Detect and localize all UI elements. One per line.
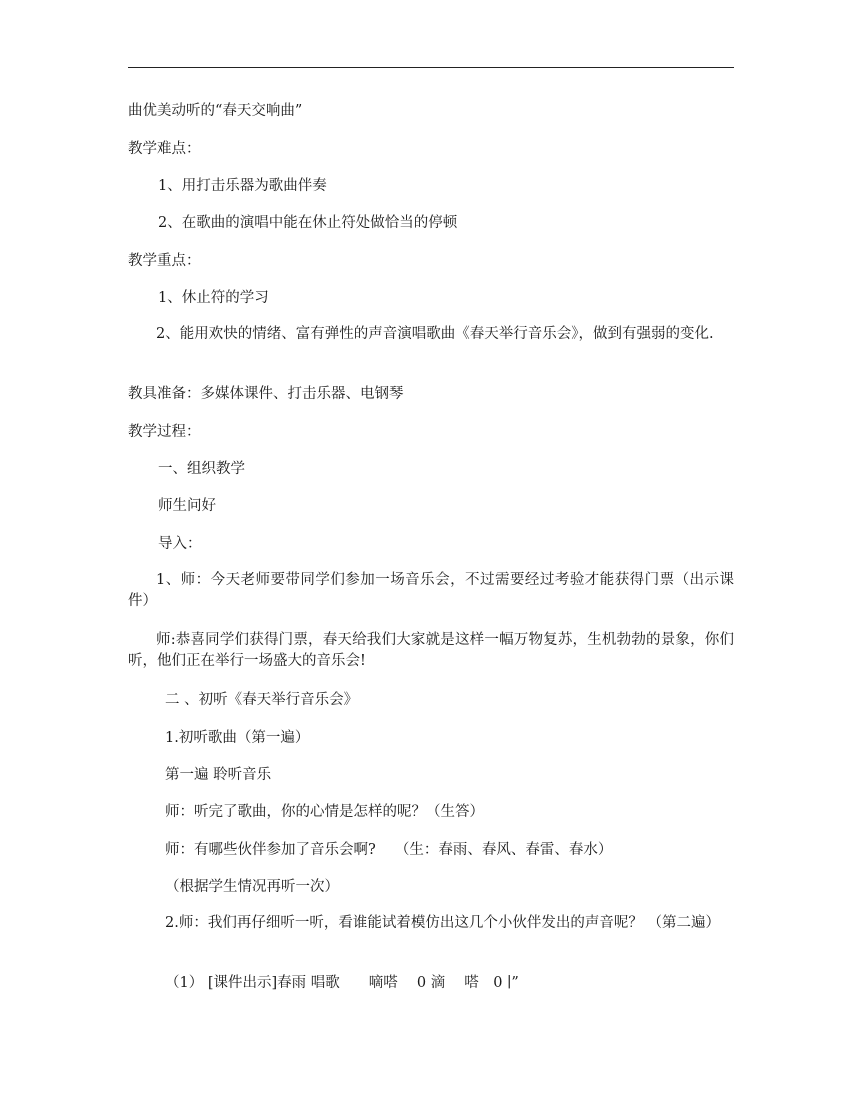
text-line: 1.初听歌曲（第一遍）: [165, 730, 310, 746]
section-heading-difficulty: 教学难点：: [128, 141, 201, 157]
text-line: 师：听完了歌曲，你的心情是怎样的呢？（生答）: [165, 804, 484, 820]
text-line: 曲优美动听的“春天交响曲”: [128, 103, 303, 119]
paragraph: 1、师：今天老师要带同学们参加一场音乐会，不过需要经过考验才能获得门票（出示课件）: [128, 572, 734, 609]
paragraph: 师:恭喜同学们获得门票，春天给我们大家就是这样一幅万物复苏，生机勃勃的景象，你们听，他们正在举行一场盛大的音乐会!: [128, 632, 734, 669]
step-heading: 一、组织教学: [158, 461, 245, 477]
paragraph: 2.师：我们再仔细听一听，看谁能试着模仿出这几个小伙伴发出的声音呢？ （第二遍）: [165, 915, 720, 931]
header-rule: [128, 67, 734, 68]
materials-line: 教具准备：多媒体课件、打击乐器、电钢琴: [128, 386, 404, 402]
text-line: （1） [课件出示]春雨 唱歌 嘀嗒 0 滴 嗒 0 ∣”: [165, 975, 519, 991]
list-item: 1、休止符的学习: [158, 290, 269, 306]
step-heading: 二 、初听《春天举行音乐会》: [165, 692, 359, 708]
list-item: 2、能用欢快的情绪、富有弹性的声音演唱歌曲《春天举行音乐会》，做到有强弱的变化.: [156, 326, 714, 342]
section-heading-focus: 教学重点：: [128, 253, 201, 269]
text-line: 师：有哪些伙伴参加了音乐会啊? （生：春雨、春风、春雷、春水）: [165, 842, 613, 858]
text-line: （根据学生情况再听一次）: [165, 879, 339, 895]
text-line: 第一遍 聆听音乐: [165, 767, 272, 783]
list-item: 1、用打击乐器为歌曲伴奏: [158, 178, 327, 194]
list-item: 2、在歌曲的演唱中能在休止符处做恰当的停顿: [158, 215, 458, 231]
text-line: 导入：: [158, 536, 202, 552]
text-line: 师生问好: [158, 498, 216, 514]
section-heading-process: 教学过程：: [128, 424, 201, 440]
